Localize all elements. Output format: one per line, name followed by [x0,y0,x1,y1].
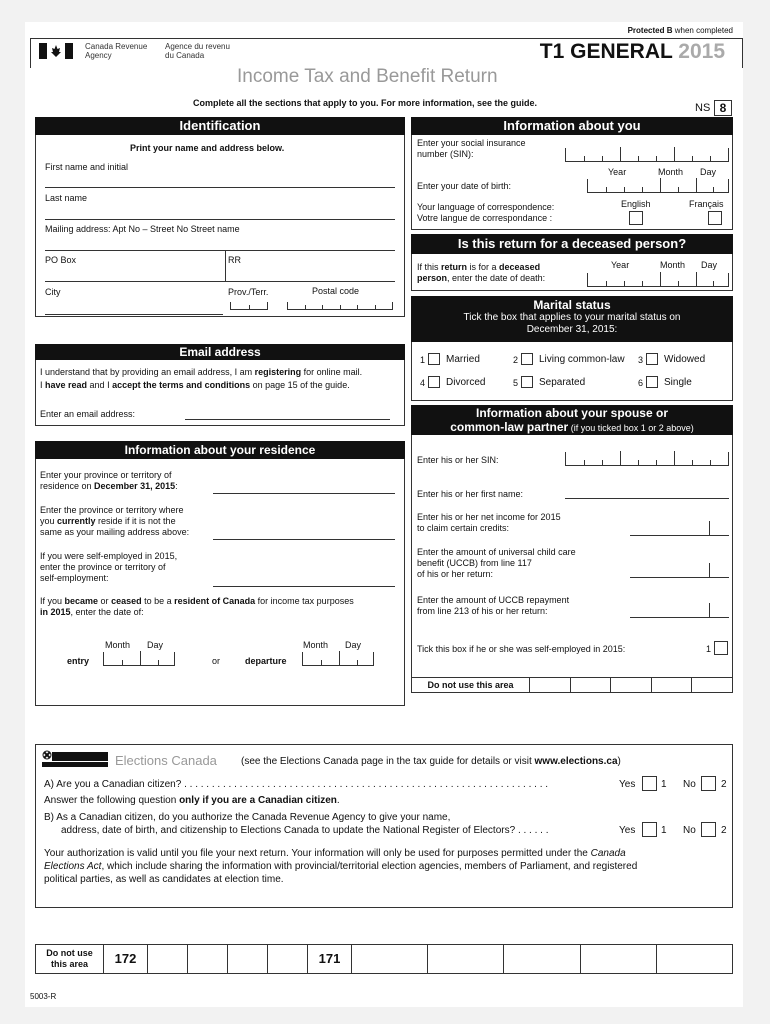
entry-label: entry [67,656,90,666]
residence-q3: If you were self-employed in 2015, enter the province or territory of self-employment: [40,551,178,583]
death-day-label: Day [701,260,718,270]
qa-no-label: No [683,779,696,790]
cents-divider [709,563,710,577]
email-title: Email address [35,344,405,360]
departure-day-label: Day [345,640,362,650]
do-not-use-label: Do not use this area [412,678,530,692]
spouse-first-name-field[interactable] [565,498,729,499]
spouse-first-name-label: Enter his or her first name: [417,489,524,499]
canada-flag-icon [39,43,73,59]
deceased-title: Is this return for a deceased person? [411,234,733,254]
departure-month-label: Month [303,640,329,650]
instructions-text: Complete all the sections that apply to you. For more information, see the guide. [193,98,538,108]
mailing-address-label: Mailing address: Apt No – Street No Street name [45,224,240,234]
prov-field[interactable] [230,302,268,310]
marital-title-block [411,296,733,342]
about-you-title: Information about you [411,117,733,135]
marital-option-num: 5 [513,378,519,388]
marital-subtitle-1: Tick the box that applies to your marital status on [463,312,681,323]
marital-option-checkbox[interactable] [521,353,533,365]
departure-date-field[interactable] [302,652,374,666]
code-171: 171 [308,945,352,973]
email-terms-text-1: I understand that by providing an email address, I am registering for online mail. [40,367,363,377]
footer-do-not-use-strip [35,944,733,974]
language-label: Your language of correspondence: Votre langue de correspondance : [417,202,555,223]
elections-title: Elections Canada [115,753,217,768]
footer-do-not-use-label: Do not use this area [36,945,104,973]
prov-label: Prov./Terr. [228,287,269,297]
marital-option-label: Divorced [446,377,486,388]
qb-no-num: 2 [721,825,727,836]
ns-label: NS [695,102,711,114]
identification-title: Identification [35,117,405,135]
agency-name-fr: Agence du revenu du Canada [165,42,230,60]
po-rr-divider [225,250,226,282]
city-field[interactable] [45,314,223,315]
authorization-text: Your authorization is valid until you file your next return. Your information will only be used for purposes permitted under the Canada Elections Act, which include sharing the information with provincial/territorial election agencies, members of Parliament, and registered political parties, as well as candidates at election time. [44,848,638,885]
print-name-label: Print your name and address below. [130,143,285,153]
elections-canada-logo [42,750,108,768]
uccb-repayment-label: Enter the amount of UCCB repayment from line 213 of his or her return: [417,595,570,616]
po-box-label: PO Box [45,255,77,265]
death-year-label: Year [611,260,630,270]
sin-label: Enter your social insurance number (SIN): [417,138,526,159]
spouse-net-income-field[interactable] [630,535,729,536]
marital-option-num: 1 [420,355,426,365]
departure-label: departure [245,656,287,666]
po-box-field[interactable] [45,281,395,282]
uccb-repayment-field[interactable] [630,617,729,618]
spouse-net-income-label: Enter his or her net income for 2015 to claim certain credits: [417,512,561,533]
spouse-self-employed-num: 1 [706,644,712,654]
protected-b-label: Protected B when completed [627,26,733,35]
francais-checkbox[interactable] [708,211,722,225]
death-month-label: Month [660,260,686,270]
residence-q4: If you became or ceased to be a resident of Canada for income tax purposes in 2015, enter the date of: [40,596,354,617]
entry-month-label: Month [105,640,131,650]
question-a: A) Are you a Canadian citizen? . . . . . . . . . . . . . . . . . . . . . . . . . . . . . . . . . . . . . . . . . . . . . . . . . . . . . . . . . . . . . . . . . . [44,779,549,790]
sin-field[interactable] [565,148,729,162]
last-name-field[interactable] [45,219,395,220]
english-checkbox[interactable] [629,211,643,225]
marital-option-checkbox[interactable] [428,376,440,388]
marital-option-checkbox[interactable] [646,376,658,388]
marital-option-checkbox[interactable] [428,353,440,365]
qb-yes-num: 1 [661,825,667,836]
qb-no-label: No [683,825,696,836]
uccb-field[interactable] [630,577,729,578]
marital-option-label: Widowed [664,354,706,365]
marital-option-label: Married [446,354,480,365]
entry-day-label: Day [147,640,164,650]
tax-form-page [25,22,743,1007]
marital-option-num: 4 [420,378,426,388]
deceased-text: If this return is for a deceased person, enter the date of death: [417,262,546,283]
form-title: T1 GENERAL 2015 [539,40,725,63]
current-province-field[interactable] [213,539,395,540]
marital-option-label: Separated [539,377,586,388]
email-label: Enter an email address: [40,409,136,419]
qa-yes-label: Yes [619,779,636,790]
email-terms-text-2: I have read and I accept the terms and conditions on page 15 of the guide. [40,380,350,390]
spouse-sin-field[interactable] [565,452,729,466]
qa-no-num: 2 [721,779,727,790]
spouse-title: Information about your spouse or common-law partner (if you ticked box 1 or 2 above) [411,405,733,435]
marital-option-label: Single [664,377,692,388]
marital-option-checkbox[interactable] [646,353,658,365]
cents-divider [709,603,710,617]
qa-yes-num: 1 [661,779,667,790]
ns-value: 8 [714,100,732,116]
dob-day-label: Day [700,167,717,177]
qb-no-checkbox[interactable] [701,822,716,837]
last-name-label: Last name [45,193,88,203]
qb-yes-label: Yes [619,825,636,836]
question-b-1: B) As a Canadian citizen, do you authorize the Canada Revenue Agency to give your name, [44,812,451,823]
residence-q2: Enter the province or territory where you currently reside if it is not the same as your mailing address above: [40,505,190,537]
spouse-self-employed-label: Tick this box if he or she was self-employed in 2015: [417,644,626,654]
cents-divider [709,521,710,535]
residence-province-field[interactable] [213,493,395,494]
self-employment-province-field[interactable] [213,586,395,587]
rr-label: RR [228,255,241,265]
marital-option-num: 2 [513,355,519,365]
date-of-death-field[interactable] [587,273,729,287]
uccb-label: Enter the amount of universal child care benefit (UCCB) from line 117 of his or her return: [417,547,576,579]
city-label: City [45,287,61,297]
email-field[interactable] [185,419,390,420]
marital-option-label: Living common-law [539,354,625,365]
dob-month-label: Month [658,167,684,177]
dob-label: Enter your date of birth: [417,181,512,191]
dob-field[interactable] [587,179,729,193]
marital-title: Marital status [533,298,611,312]
agency-name-en: Canada Revenue Agency [85,42,148,60]
postal-code-label: Postal code [312,286,360,296]
form-number: 5003-R [30,992,57,1001]
spouse-self-employed-checkbox[interactable] [714,641,728,655]
code-172: 172 [104,945,148,973]
residence-q1: Enter your province or territory of residence on December 31, 2015: [40,470,178,491]
entry-date-field[interactable] [103,652,175,666]
marital-option-num: 3 [638,355,644,365]
question-b-2: address, date of birth, and citizenship to Elections Canada to update the National Register of Electors? . . . . . . [61,825,549,836]
qa-yes-checkbox[interactable] [642,776,657,791]
first-name-label: First name and initial [45,162,129,172]
qa-no-checkbox[interactable] [701,776,716,791]
marital-subtitle-2: December 31, 2015: [526,324,618,335]
first-name-field[interactable] [45,187,395,188]
qb-yes-checkbox[interactable] [642,822,657,837]
francais-label: Français [689,199,724,209]
elections-title-rest: (see the Elections Canada page in the tax guide for details or visit www.elections.ca) [241,756,621,767]
residence-title: Information about your residence [35,441,405,459]
marital-option-checkbox[interactable] [521,376,533,388]
marital-option-num: 6 [638,378,644,388]
mailing-address-field[interactable] [45,250,395,251]
postal-code-field[interactable] [287,302,393,310]
answer-instruction: Answer the following question only if you are a Canadian citizen. [44,795,340,806]
english-label: English [621,199,651,209]
form-subtitle: Income Tax and Benefit Return [237,66,498,87]
spouse-sin-label: Enter his or her SIN: [417,455,499,465]
or-label: or [212,656,221,666]
do-not-use-area [411,677,733,693]
dob-year-label: Year [608,167,627,177]
